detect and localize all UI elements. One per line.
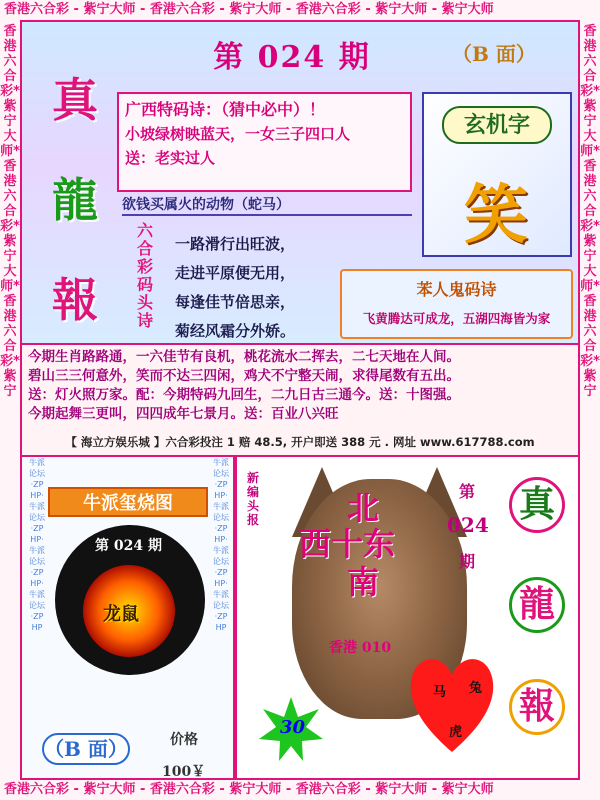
big-char-zhen: 真	[52, 73, 98, 127]
circle-char-zhen: 真	[509, 477, 565, 533]
special-poem-line: 小坡绿树映蓝天，一女三子四口人	[125, 125, 351, 143]
special-poem-title: 广西特码诗：（猜中必中）！	[125, 100, 326, 119]
frame-right-band: 香港六合彩*紫宁大师*香港六合彩*紫宁大师*香港六合彩*紫宁	[580, 20, 600, 780]
head-poem-line: 菊经风霜分外娇。	[175, 322, 296, 340]
circle-char-long: 龍	[509, 577, 565, 633]
top-panel	[20, 20, 580, 345]
circle-char-bao: 報	[509, 679, 565, 735]
issue-label-qi: 期	[459, 552, 476, 571]
frame-left-band: 香港六合彩*紫宁大师*香港六合彩*紫宁大师*香港六合彩*紫宁	[0, 20, 20, 780]
direction-west-east: 西十东	[299, 525, 396, 563]
prediction-line: 送：灯火照万家。配：今期特码九回生，二九日古三通今。送：十图强。	[28, 387, 460, 403]
ghost-poem-title: 苯人鬼码诗	[416, 280, 497, 299]
hint-line: 欲钱买属火的动物（蛇马）	[122, 194, 412, 216]
face-label: （B 面）	[452, 42, 536, 66]
star-number: 30	[280, 717, 306, 738]
price-value: 100￥	[162, 764, 206, 780]
mystery-box	[422, 92, 572, 257]
new-pub-label: 新编头报	[247, 471, 260, 527]
mystery-label: 玄机字	[442, 106, 552, 144]
big-char-long: 龍	[52, 173, 98, 227]
big-char-bao: 報	[52, 273, 98, 327]
issue-number: 024	[447, 513, 489, 537]
prediction-line: 碧山三三何意外，笑而不达三四闲，鸡犬不宁整天闹，求得尾数有五出。	[28, 368, 460, 384]
right-bottom-panel	[235, 455, 580, 780]
special-poem-gift: 送：老实过人	[125, 149, 216, 167]
mystery-char: 笑	[464, 178, 528, 253]
special-poem-box	[117, 92, 412, 192]
heart-char-1: 马	[433, 685, 447, 700]
ghost-poem-text: 飞黄腾达可成龙，五湖四海皆为家	[362, 311, 551, 326]
issue-label-di: 第	[459, 482, 476, 501]
left-bottom-panel	[20, 455, 235, 780]
yinyang-image	[55, 525, 205, 675]
heart-char-2: 兔	[469, 681, 483, 696]
prediction-line: 今期生肖路路通，一六佳节有良机，桃花流水二挥去，二七天地在人间。	[28, 349, 460, 365]
yinyang-zodiac: 龙鼠	[103, 604, 139, 625]
frame-top-band: 香港六合彩 - 紫宁大师 - 香港六合彩 - 紫宁大师 - 香港六合彩 - 紫宁大师 - 紫宁大师	[0, 0, 600, 20]
head-poem-label: 六合彩码头诗	[136, 221, 153, 330]
frame-bottom-band: 香港六合彩 - 紫宁大师 - 香港六合彩 - 紫宁大师 - 香港六合彩 - 紫宁大师 - 紫宁大师	[0, 780, 600, 800]
left-face-label: （B 面）	[42, 733, 130, 765]
issue-title: 第 024 期	[213, 40, 371, 75]
yinyang-issue: 第 024 期	[95, 538, 162, 554]
heart-char-3: 虎	[449, 725, 463, 740]
direction-north: 北	[347, 489, 380, 527]
head-poem	[175, 230, 295, 345]
forum-stripe-right: 牛派论坛·ZPHP·牛派论坛·ZPHP·牛派论坛·ZPHP·牛派论坛·ZPHP	[213, 458, 229, 632]
prediction-line: 今期起舞三更叫，四四成年七景月。送：百业八兴旺	[28, 406, 339, 422]
hk-mark: 香港 010	[329, 640, 392, 656]
forum-stripe-left: 牛派论坛·ZPHP·牛派论坛·ZPHP·牛派论坛·ZPHP·牛派论坛·ZPHP	[29, 458, 45, 632]
price-label: 价格	[170, 732, 198, 748]
head-poem-line: 走进平原便无用，	[175, 264, 296, 282]
head-poem-line: 一路滑行出旺波，	[175, 235, 296, 253]
niu-title: 牛派玺烧图	[48, 487, 208, 517]
head-poem-line: 每逢佳节倍思亲，	[175, 293, 296, 311]
ad-link[interactable]: 【 海立方娱乐城 】六合彩投注 1 赔 48.5, 开户即送 388 元 . 网址 www.617788.com	[65, 435, 535, 449]
middle-panel	[20, 345, 580, 455]
direction-south: 南	[347, 563, 380, 601]
heart-icon	[407, 647, 497, 757]
ghost-poem-box	[340, 269, 573, 339]
